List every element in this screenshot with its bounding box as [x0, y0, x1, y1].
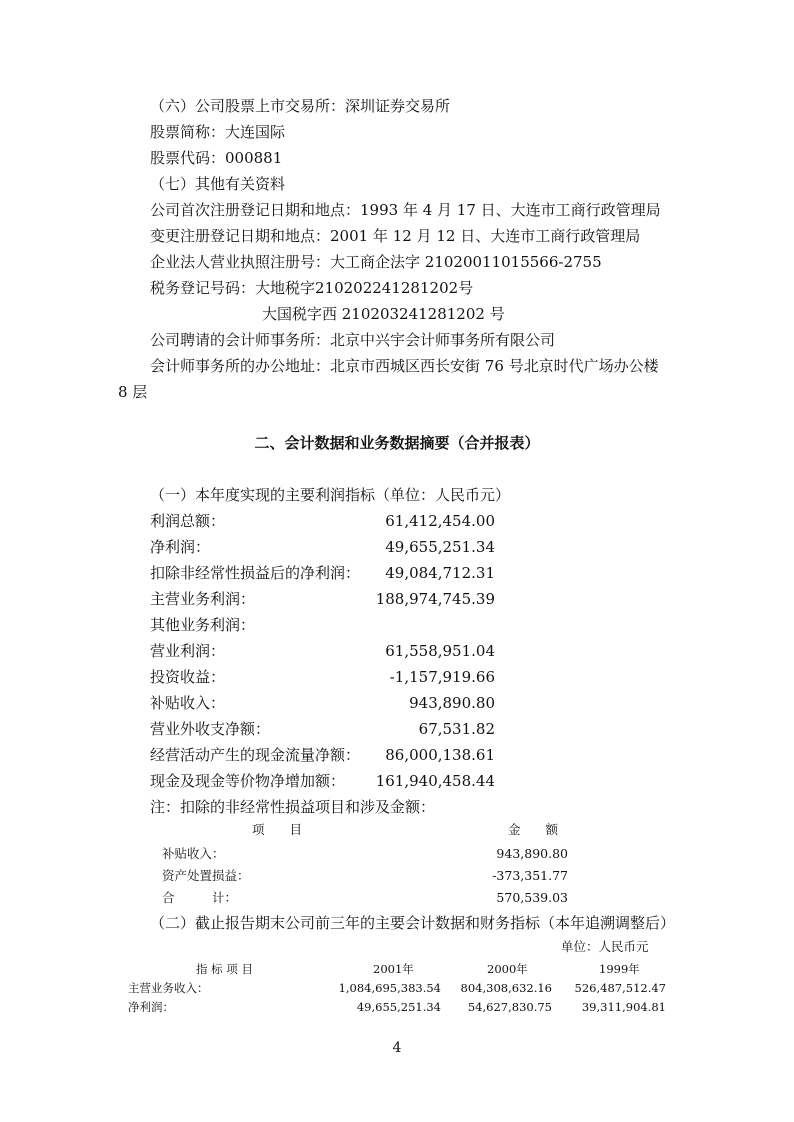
indicator-label: 投资收益： — [150, 668, 226, 686]
year-header-1999: 1999年 — [599, 962, 640, 976]
indicator-value: 49,084,712.31 — [385, 564, 495, 582]
three-year-header-item: 指 标 项 目 — [196, 962, 253, 976]
other-info-title: （七）其他有关资料 — [150, 175, 286, 193]
three-year-value: 39,311,904.81 — [581, 1000, 666, 1014]
indicator-value: 67,531.82 — [418, 720, 495, 738]
indicator-value: 943,890.80 — [409, 694, 495, 712]
indicator-label: 主营业务利润： — [150, 590, 256, 608]
indicator-label: 营业利润： — [150, 642, 226, 660]
business-license-no: 企业法人营业执照注册号：大工商企法字 21020011015566-2755 — [150, 253, 602, 271]
year-header-2001: 2001年 — [373, 962, 414, 976]
nonrecurring-value: 943,890.80 — [496, 846, 568, 861]
unit-label: 单位：人民币元 — [561, 939, 649, 954]
three-year-value: 804,308,632.16 — [460, 981, 552, 995]
year-header-2000: 2000年 — [487, 962, 528, 976]
profit-indicators-title: （一）本年度实现的主要利润指标（单位：人民币元） — [150, 486, 511, 504]
nonrecurring-note: 注：扣除的非经常性损益项目和涉及金额： — [150, 798, 436, 816]
stock-code: 股票代码：000881 — [150, 149, 283, 167]
three-year-title: （二）截止报告期末公司前三年的主要会计数据和财务指标（本年追溯调整后） — [150, 914, 676, 932]
indicator-value: 61,558,951.04 — [385, 642, 495, 660]
three-year-value: 1,084,695,383.54 — [338, 981, 441, 995]
page-number: 4 — [392, 1040, 402, 1056]
nonrecurring-header-amount: 金 额 — [508, 822, 559, 837]
three-year-value: 54,627,830.75 — [467, 1000, 552, 1014]
change-registration: 变更注册登记日期和地点：2001 年 12 月 12 日、大连市工商行政管理局 — [150, 227, 641, 245]
indicator-label: 经营活动产生的现金流量净额： — [150, 746, 361, 764]
indicator-label: 利润总额： — [150, 512, 226, 530]
accounting-firm: 公司聘请的会计师事务所：北京中兴宇会计师事务所有限公司 — [150, 331, 556, 349]
three-year-label: 净利润： — [128, 1000, 174, 1014]
first-registration: 公司首次注册登记日期和地点：1993 年 4 月 17 日、大连市工商行政管理局 — [150, 201, 661, 219]
three-year-label: 主营业务收入： — [128, 981, 209, 995]
nonrecurring-value: -373,351.77 — [492, 868, 568, 883]
stock-short-name: 股票简称：大连国际 — [150, 123, 286, 141]
section-title: 二、会计数据和业务数据摘要（合并报表） — [254, 434, 540, 452]
three-year-value: 49,655,251.34 — [356, 1000, 441, 1014]
indicator-value: 188,974,745.39 — [375, 590, 495, 608]
tax-registration-local: 税务登记号码：大地税字210202241281202号 — [150, 279, 474, 297]
nonrecurring-label: 合 计： — [162, 890, 238, 905]
tax-registration-national: 大国税字西 210203241281202 号 — [262, 305, 505, 323]
indicator-value: 61,412,454.00 — [385, 512, 495, 530]
indicator-label: 营业外收支净额： — [150, 720, 271, 738]
nonrecurring-header-item: 项 目 — [252, 822, 303, 837]
nonrecurring-label: 资产处置损益： — [162, 868, 250, 883]
indicator-label: 扣除非经常性损益后的净利润： — [150, 564, 361, 582]
indicator-label: 其他业务利润： — [150, 616, 256, 634]
nonrecurring-value: 570,539.03 — [496, 890, 568, 905]
three-year-value: 526,487,512.47 — [574, 981, 666, 995]
indicator-value: 161,940,458.44 — [375, 772, 495, 790]
indicator-value: -1,157,919.66 — [389, 668, 495, 686]
exchange-line: （六）公司股票上市交易所：深圳证券交易所 — [150, 97, 451, 115]
indicator-value: 49,655,251.34 — [385, 538, 495, 556]
indicator-label: 净利润： — [150, 538, 211, 556]
nonrecurring-label: 补贴收入： — [162, 846, 225, 861]
indicator-value: 86,000,138.61 — [385, 746, 495, 764]
accounting-firm-address: 会计师事务所的办公地址：北京市西城区西长安街 76 号北京时代广场办公楼 — [150, 357, 659, 375]
accounting-firm-address-cont: 8 层 — [118, 383, 148, 401]
indicator-label: 补贴收入： — [150, 694, 226, 712]
indicator-label: 现金及现金等价物净增加额： — [150, 772, 346, 790]
